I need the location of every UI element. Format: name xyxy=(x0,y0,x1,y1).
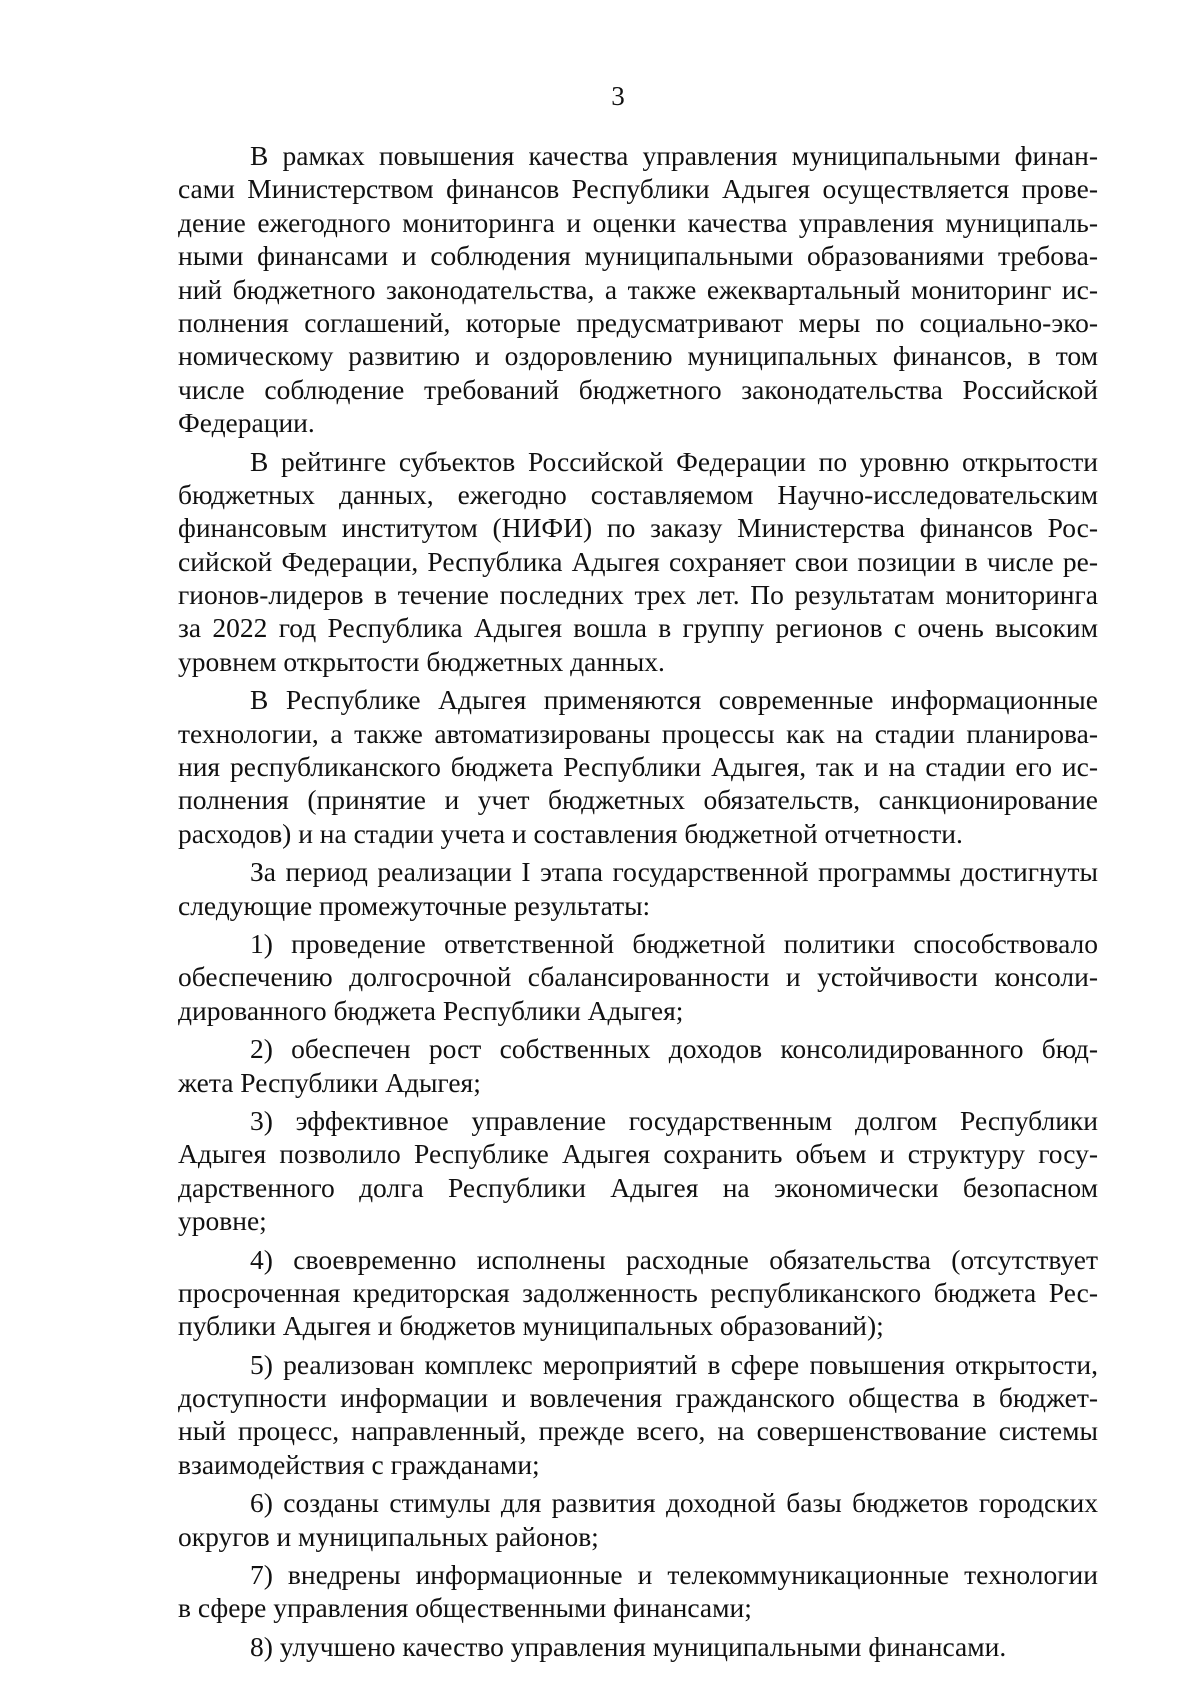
paragraph xyxy=(178,1486,1098,1553)
text-line: номическому развитию и оздоровлению муниципальных финансов, в том xyxy=(178,340,1098,372)
paragraph xyxy=(178,1630,1098,1663)
text-line: обеспечению долгосрочной сбалансированности и устойчивости консоли- xyxy=(178,961,1098,993)
text-line: расходов) и на стадии учета и составления бюджетной отчетности. xyxy=(178,817,963,849)
text-line: публики Адыгея и бюджетов муниципальных образований); xyxy=(178,1310,884,1342)
text-line: 5) реализован комплекс мероприятий в сфере повышения открытости, xyxy=(250,1348,1098,1380)
text-line: 4) своевременно исполнены расходные обязательства (отсутствует xyxy=(250,1243,1098,1275)
text-line: 7) внедрены информационные и телекоммуникационные технологии xyxy=(250,1559,1098,1591)
text-line: ний бюджетного законодательства, а также ежеквартальный мониторинг ис- xyxy=(178,273,1098,305)
text-line: дированного бюджета Республики Адыгея; xyxy=(178,994,684,1026)
paragraph xyxy=(178,445,1098,679)
text-line: сийской Федерации, Республика Адыгея сохраняет свои позиции в числе ре- xyxy=(178,545,1098,577)
text-line: ния республиканского бюджета Республики Адыгея, так и на стадии его ис- xyxy=(178,751,1098,783)
text-line: в сфере управления общественными финансами; xyxy=(178,1592,752,1624)
text-line: технологии, а также автоматизированы процессы как на стадии планирова- xyxy=(178,717,1098,749)
text-line: В Республике Адыгея применяются современные информационные xyxy=(250,684,1098,716)
text-line: В рейтинге субъектов Российской Федерации по уровню открытости xyxy=(250,445,1098,477)
text-line: Федерации. xyxy=(178,407,315,439)
text-line: следующие промежуточные результаты: xyxy=(178,889,651,921)
text-line: 1) проведение ответственной бюджетной политики способствовало xyxy=(250,927,1098,959)
paragraph xyxy=(178,855,1098,922)
text-line: дение ежегодного мониторинга и оценки качества управления муниципаль- xyxy=(178,206,1098,238)
text-line: За период реализации I этапа государственной программы достигнуты xyxy=(250,856,1098,888)
document-body xyxy=(178,139,1098,1668)
text-line: просроченная кредиторская задолженность республиканского бюджета Рес- xyxy=(178,1276,1098,1308)
paragraph xyxy=(178,139,1098,440)
paragraph xyxy=(178,927,1098,1027)
text-line: Адыгея позволило Республике Адыгея сохранить объем и структуру госу- xyxy=(178,1138,1098,1170)
text-line: полнения (принятие и учет бюджетных обязательств, санкционирование xyxy=(178,784,1098,816)
text-line: ный процесс, направленный, прежде всего, на совершенствование системы xyxy=(178,1415,1098,1447)
text-line: доступности информации и вовлечения гражданского общества в бюджет- xyxy=(178,1382,1098,1414)
text-line: дарственного долга Республики Адыгея на экономически безопасном xyxy=(178,1171,1098,1203)
text-line: жета Республики Адыгея; xyxy=(178,1066,481,1098)
text-line: округов и муниципальных районов; xyxy=(178,1520,599,1552)
text-line: 6) созданы стимулы для развития доходной базы бюджетов городских xyxy=(250,1487,1098,1519)
paragraph xyxy=(178,1104,1098,1238)
paragraph xyxy=(178,1558,1098,1625)
text-line: бюджетных данных, ежегодно составляемом Научно-исследовательским xyxy=(178,478,1098,510)
text-line: числе соблюдение требований бюджетного законодательства Российской xyxy=(178,373,1098,405)
text-line: 2) обеспечен рост собственных доходов консолидированного бюд- xyxy=(250,1033,1098,1065)
text-line: гионов-лидеров в течение последних трех лет. По результатам мониторинга xyxy=(178,579,1098,611)
text-line: 8) улучшено качество управления муниципальными финансами. xyxy=(250,1630,1007,1662)
text-line: уровнем открытости бюджетных данных. xyxy=(178,645,665,677)
text-line: финансовым институтом (НИФИ) по заказу Министерства финансов Рос- xyxy=(178,512,1098,544)
text-line: уровне; xyxy=(178,1205,267,1237)
paragraph xyxy=(178,1032,1098,1099)
paragraph xyxy=(178,1348,1098,1482)
text-line: за 2022 год Республика Адыгея вошла в группу регионов с очень высоким xyxy=(178,612,1098,644)
text-line: ными финансами и соблюдения муниципальными образованиями требова- xyxy=(178,240,1098,272)
text-line: В рамках повышения качества управления муниципальными финан- xyxy=(250,140,1098,171)
paragraph xyxy=(178,1243,1098,1343)
page-number: 3 xyxy=(611,81,625,111)
text-line: полнения соглашений, которые предусматривают меры по социально-эко- xyxy=(178,306,1098,338)
paragraph xyxy=(178,683,1098,850)
text-line: 3) эффективное управление государственным долгом Республики xyxy=(250,1104,1098,1136)
text-line: сами Министерством финансов Республики Адыгея осуществляется прове- xyxy=(178,173,1098,205)
text-line: взаимодействия с гражданами; xyxy=(178,1448,540,1480)
